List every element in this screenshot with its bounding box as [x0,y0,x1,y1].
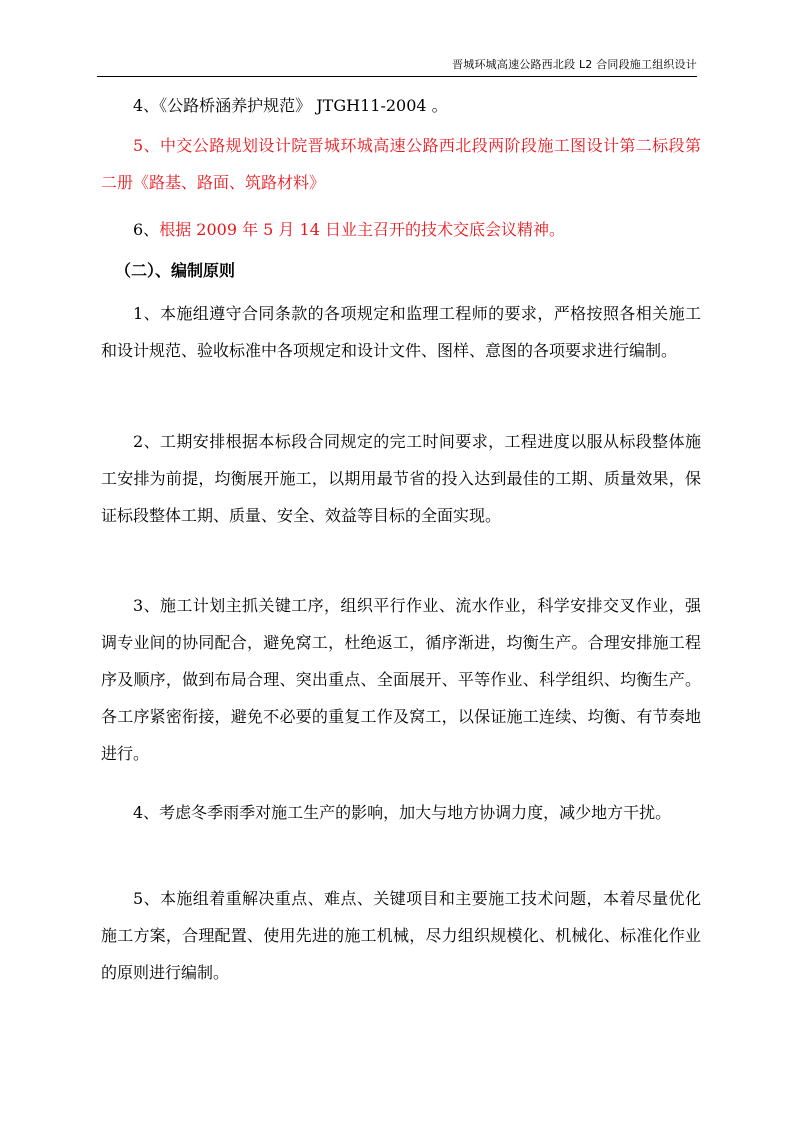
page-header [97,52,697,77]
reference-item-6-number: 6、 [133,220,160,239]
reference-item-5: 5、中交公路规划设计院晋城环城高速公路西北段两阶段施工图设计第二标段第二册《路基、路面、筑路材料》 [101,136,701,192]
reference-item-4: 4、《公路桥涵养护规范》 JTGH11-2004 。 [133,96,448,115]
section-heading: （二）、编制原则 [115,261,236,280]
principle-4: 4、考虑冬季雨季对施工生产的影响，加大与地方协调力度，减少地方干扰。 [133,803,672,822]
reference-item-6-text: 根据 2009 年 5 月 14 日业主召开的技术交底会议精神。 [159,220,565,239]
principle-3: 3、施工计划主抓关键工序，组织平行作业、流水作业，科学安排交叉作业，强调专业间的协同配合，避免窝工，杜绝返工，循序渐进，均衡生产。合理安排施工程序及顺序，做到布局合理、突出重点、全面展开、平等作业、科学组织、均衡生产。各工序紧密衔接，避免不必要的重复工作及窝工，以保证施工连续、均衡、有节奏地进行。 [101,596,701,763]
principle-2: 2、工期安排根据本标段合同规定的完工时间要求，工程进度以服从标段整体施工安排为前提，均衡展开施工，以期用最节省的投入达到最佳的工期、质量效果，保证标段整体工期、质量、安全、效益等目标的全面实现。 [101,432,701,525]
reference-item-6 [101,211,701,248]
principle-5: 5、本施组着重解决重点、难点、关键项目和主要施工技术问题，本着尽量优化施工方案，合理配置、使用先进的施工机械，尽力组织规模化、机械化、标准化作业的原则进行编制。 [101,889,701,982]
header-title: 晋城环城高速公路西北段 L2 合同段施工组织设计 [452,58,697,71]
principle-1: 1、本施组遵守合同条款的各项规定和监理工程师的要求，严格按照各相关施工和设计规范、验收标准中各项规定和设计文件、图样、意图的各项要求进行编制。 [101,304,701,360]
